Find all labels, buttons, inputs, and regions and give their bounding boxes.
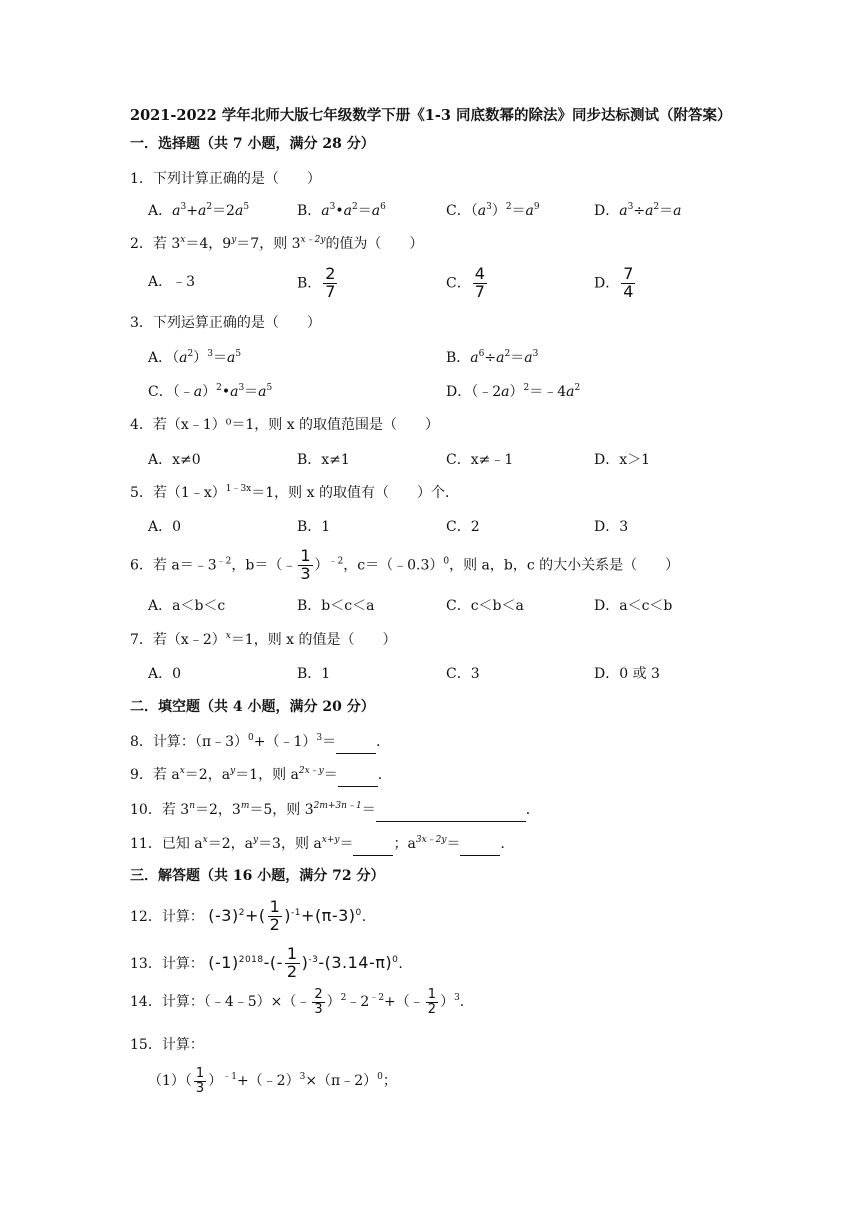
exponent: 0 xyxy=(443,556,450,567)
question-number: 9． xyxy=(130,767,153,783)
stem-part: ＝5，则 3 xyxy=(249,802,314,818)
fraction xyxy=(312,988,324,1016)
stem-part: ，b＝（﹣ xyxy=(231,557,297,574)
exponent: 3 xyxy=(299,1072,306,1083)
q2-option-d xyxy=(594,266,637,301)
fraction xyxy=(323,266,337,301)
question-number: 11． xyxy=(130,836,162,852)
fraction xyxy=(268,899,283,934)
question-10 xyxy=(130,802,540,822)
exponent: 2m+3n﹣1 xyxy=(313,801,362,811)
exponent: 2018 xyxy=(238,954,264,965)
question-number: 8． xyxy=(130,734,153,750)
stem-part: ． xyxy=(377,767,392,783)
stem-part: ． xyxy=(459,994,474,1011)
stem-part: ＝1，则 a xyxy=(235,767,299,783)
q1-option-a: A．$a^3+a^2=2a^5$ xyxy=(148,202,250,219)
q7-option-d: D．0 或 3 xyxy=(594,666,660,682)
stem-part: . xyxy=(361,908,367,925)
question-1 xyxy=(130,171,321,188)
stem-part: ） xyxy=(326,994,341,1011)
stem-part: ； xyxy=(382,1073,397,1090)
stem-part: ＝7，则 3 xyxy=(236,236,301,252)
answer-blank xyxy=(460,838,500,856)
stem-part: 计算： xyxy=(161,908,204,925)
question-6 xyxy=(130,548,679,583)
question-stem: 下列计算正确的是（ ） xyxy=(152,171,321,187)
option-label: B． xyxy=(297,275,322,292)
stem-part: （1）（ xyxy=(148,1073,192,1090)
denominator: 4 xyxy=(623,281,634,301)
exponent: x+y xyxy=(321,835,340,845)
exponent: 0 xyxy=(392,954,399,965)
numerator: 2 xyxy=(325,264,336,283)
section-heading-choice: 一．选择题（共 7 小题，满分 28 分） xyxy=(130,136,375,152)
numerator: 4 xyxy=(474,264,485,283)
answer-blank xyxy=(338,769,378,787)
exponent: ﹣2 xyxy=(369,993,385,1004)
exponent: 1﹣3x xyxy=(225,484,252,494)
stem-part: 的值为（ ） xyxy=(325,236,424,252)
numerator: 1 xyxy=(427,987,437,1002)
fraction xyxy=(621,266,635,301)
stem-part: ×（π﹣2） xyxy=(305,1073,378,1090)
numerator: 2 xyxy=(314,987,323,1002)
section-heading-solve: 三．解答题（共 16 小题，满分 72 分） xyxy=(130,868,385,884)
stem-part: +（﹣2） xyxy=(236,1073,300,1090)
question-7 xyxy=(130,632,397,649)
stem-part: ＝ xyxy=(361,802,376,818)
question-number: 13． xyxy=(130,955,162,972)
stem-part: 若 3 xyxy=(161,802,190,818)
exponent: ﹣2 xyxy=(216,556,232,567)
stem-part: ＝1，则 x 的取值有（ ）个． xyxy=(251,485,459,501)
exponent: x﹣2y xyxy=(300,235,326,245)
expr-part: ) xyxy=(301,952,309,972)
stem-part: +（﹣1） xyxy=(253,734,317,750)
stem-part: ；a xyxy=(393,836,416,852)
stem-part: ） xyxy=(208,1073,223,1090)
expr-part: ) xyxy=(284,905,292,925)
exponent: n xyxy=(189,801,195,811)
stem-part: ，则 a，b，c 的大小关系是（ ） xyxy=(449,557,680,574)
q6-option-d: D．a＜c＜b xyxy=(594,598,673,614)
question-2 xyxy=(130,236,423,253)
denominator: 2 xyxy=(427,1001,437,1017)
exponent: 0 xyxy=(248,733,254,743)
stem-part: . xyxy=(398,955,403,972)
question-number: 12． xyxy=(130,908,162,925)
stem-part: 已知 a xyxy=(161,836,203,852)
answer-blank xyxy=(376,804,526,822)
fraction xyxy=(285,946,300,981)
q4-option-d: D．x＞1 xyxy=(594,452,651,468)
denominator: 3 xyxy=(300,563,311,583)
stem-part: 若 3 xyxy=(152,236,181,252)
stem-part: 若（1﹣x） xyxy=(152,485,226,501)
expr-part: (-1) xyxy=(208,952,239,972)
exponent: ﹣1 xyxy=(222,1072,237,1083)
fraction xyxy=(194,1067,206,1095)
question-3 xyxy=(130,315,321,332)
q3-option-d: D．$(﹣2a)^2=﹣4a^2$ xyxy=(446,383,581,400)
denominator: 7 xyxy=(474,281,485,301)
q2-option-a: A．﹣3 xyxy=(148,274,196,290)
question-number: 7． xyxy=(130,632,153,648)
math-expression xyxy=(208,897,362,934)
numerator: 1 xyxy=(300,546,311,565)
expr-part: +(π-3) xyxy=(301,905,356,925)
stem-part: ＝2，3 xyxy=(194,802,241,818)
denominator: 2 xyxy=(269,914,281,934)
exponent: 2x﹣y xyxy=(298,766,324,776)
stem-part: ＝ xyxy=(323,767,338,783)
q5-option-d: D．3 xyxy=(594,519,629,535)
stem-part: ） xyxy=(314,557,329,574)
question-number: 2． xyxy=(130,236,153,252)
exponent: 0 xyxy=(377,1072,383,1083)
exponent: 2 xyxy=(340,993,347,1004)
stem-part: 计算： xyxy=(161,1037,204,1053)
question-5 xyxy=(130,485,459,502)
stem-part: 计算：（π﹣3） xyxy=(152,734,249,750)
stem-part: ＝ xyxy=(322,734,337,750)
stem-part: 计算： xyxy=(161,955,204,972)
stem-part: ＝1，则 x 的值是（ ） xyxy=(230,632,397,648)
question-number: 5． xyxy=(130,485,153,501)
question-number: 1． xyxy=(130,171,153,187)
stem-part: ﹣2 xyxy=(346,994,370,1011)
exponent: -1 xyxy=(291,907,302,918)
exponent: x xyxy=(179,766,185,776)
q6-option-b: B．b＜c＜a xyxy=(297,598,375,614)
q7-option-b: B．1 xyxy=(297,666,331,682)
question-12 xyxy=(130,899,366,934)
question-11 xyxy=(130,836,514,856)
stem-part: 若 a＝﹣3 xyxy=(152,557,217,574)
stem-part: ，c＝（﹣0.3） xyxy=(343,557,444,574)
answer-blank xyxy=(336,736,376,754)
stem-part: ） xyxy=(440,994,455,1011)
option-label: C． xyxy=(446,275,471,292)
question-8 xyxy=(130,734,390,754)
stem-part: 若（x﹣2） xyxy=(152,632,226,648)
expr-part: -(- xyxy=(263,952,283,972)
q7-option-a: A．0 xyxy=(148,666,182,682)
q5-option-b: B．1 xyxy=(297,519,331,535)
q2-option-b xyxy=(297,266,339,301)
stem-part: 若 a xyxy=(152,767,180,783)
stem-part: ． xyxy=(525,802,540,818)
question-number: 3． xyxy=(130,315,153,331)
denominator: 3 xyxy=(314,1001,323,1017)
exponent: 2 xyxy=(238,907,245,918)
exponent: x xyxy=(202,835,208,845)
exponent: y xyxy=(252,835,259,845)
denominator: 3 xyxy=(195,1080,205,1096)
question-number: 4． xyxy=(130,417,153,433)
stem-part: ＝ xyxy=(339,836,354,852)
question-13 xyxy=(130,946,403,981)
stem-part: 计算：（﹣4﹣5）×（﹣ xyxy=(161,994,311,1011)
q4-option-a: A．x≠0 xyxy=(148,452,201,468)
q6-option-c: C．c＜b＜a xyxy=(446,598,524,614)
stem-part: ． xyxy=(500,836,515,852)
question-stem: 下列运算正确的是（ ） xyxy=(152,315,321,331)
question-number: 6． xyxy=(130,557,153,574)
q4-option-c: C．x≠﹣1 xyxy=(446,452,514,468)
question-4 xyxy=(130,417,439,434)
q15-part-1 xyxy=(148,1067,397,1095)
question-15 xyxy=(130,1037,204,1054)
fraction xyxy=(426,988,438,1016)
expr-part: (-3) xyxy=(208,905,239,925)
question-number: 10． xyxy=(130,802,162,818)
fraction xyxy=(473,266,487,301)
q3-option-c: C．$(﹣a)^2•a^3=a^5$ xyxy=(148,383,273,400)
exponent: 0 xyxy=(355,907,362,918)
question-stem: 若（x﹣1）⁰＝1，则 x 的取值范围是（ ） xyxy=(152,417,440,433)
exponent: 3 xyxy=(454,993,460,1004)
q5-option-a: A．0 xyxy=(148,519,182,535)
q3-option-a: A．$(a^2)^3=a^5$ xyxy=(148,349,242,366)
exponent: x xyxy=(225,631,231,641)
stem-part: ＝ xyxy=(446,836,461,852)
math-expression xyxy=(208,944,399,981)
q4-option-b: B．x≠1 xyxy=(297,452,350,468)
fraction xyxy=(298,548,312,583)
q6-option-a: A．a＜b＜c xyxy=(148,598,226,614)
q5-option-c: C．2 xyxy=(446,519,480,535)
question-9 xyxy=(130,767,392,787)
exponent: y xyxy=(230,766,236,776)
page-title: 2021-2022 学年北师大版七年级数学下册《1-3 同底数幂的除法》同步达标测试（附答案） xyxy=(130,107,732,124)
exponent: ﹣2 xyxy=(328,556,344,567)
stem-part: ＝2，a xyxy=(207,836,253,852)
q1-option-c: C．$(a^3)^2=a^9$ xyxy=(446,202,540,219)
section-heading-fill: 二．填空题（共 4 小题，满分 20 分） xyxy=(130,699,375,715)
q3-option-b: B．$a^6\div a^2=a^3$ xyxy=(446,349,539,366)
numerator: 7 xyxy=(623,264,634,283)
denominator: 2 xyxy=(286,961,298,981)
q1-option-d: D．$a^3\div a^2=a$ xyxy=(594,202,682,219)
numerator: 1 xyxy=(195,1066,205,1081)
exponent: 3x﹣2y xyxy=(415,835,447,845)
question-14 xyxy=(130,988,474,1016)
stem-part: ． xyxy=(376,734,391,750)
numerator: 1 xyxy=(269,897,281,916)
stem-part: +（﹣ xyxy=(384,994,424,1011)
exponent: x xyxy=(180,235,186,245)
stem-part: ＝3，则 a xyxy=(258,836,322,852)
stem-part: ＝2，a xyxy=(184,767,231,783)
exponent: y xyxy=(231,235,237,245)
exponent: m xyxy=(240,801,250,811)
exponent: 3 xyxy=(316,733,323,743)
answer-blank xyxy=(353,838,393,856)
question-number: 15． xyxy=(130,1037,162,1053)
q7-option-c: C．3 xyxy=(446,666,480,682)
expr-part: -(3.14-π) xyxy=(318,952,393,972)
numerator: 1 xyxy=(286,944,298,963)
q1-option-b: B．$a^3•a^2=a^6$ xyxy=(297,202,386,219)
exponent: -3 xyxy=(308,954,319,965)
option-label: D． xyxy=(594,275,620,292)
denominator: 7 xyxy=(325,281,336,301)
stem-part: ＝4，9 xyxy=(185,236,232,252)
q2-option-c xyxy=(446,266,489,301)
expr-part: +( xyxy=(244,905,266,925)
question-number: 14． xyxy=(130,994,162,1011)
